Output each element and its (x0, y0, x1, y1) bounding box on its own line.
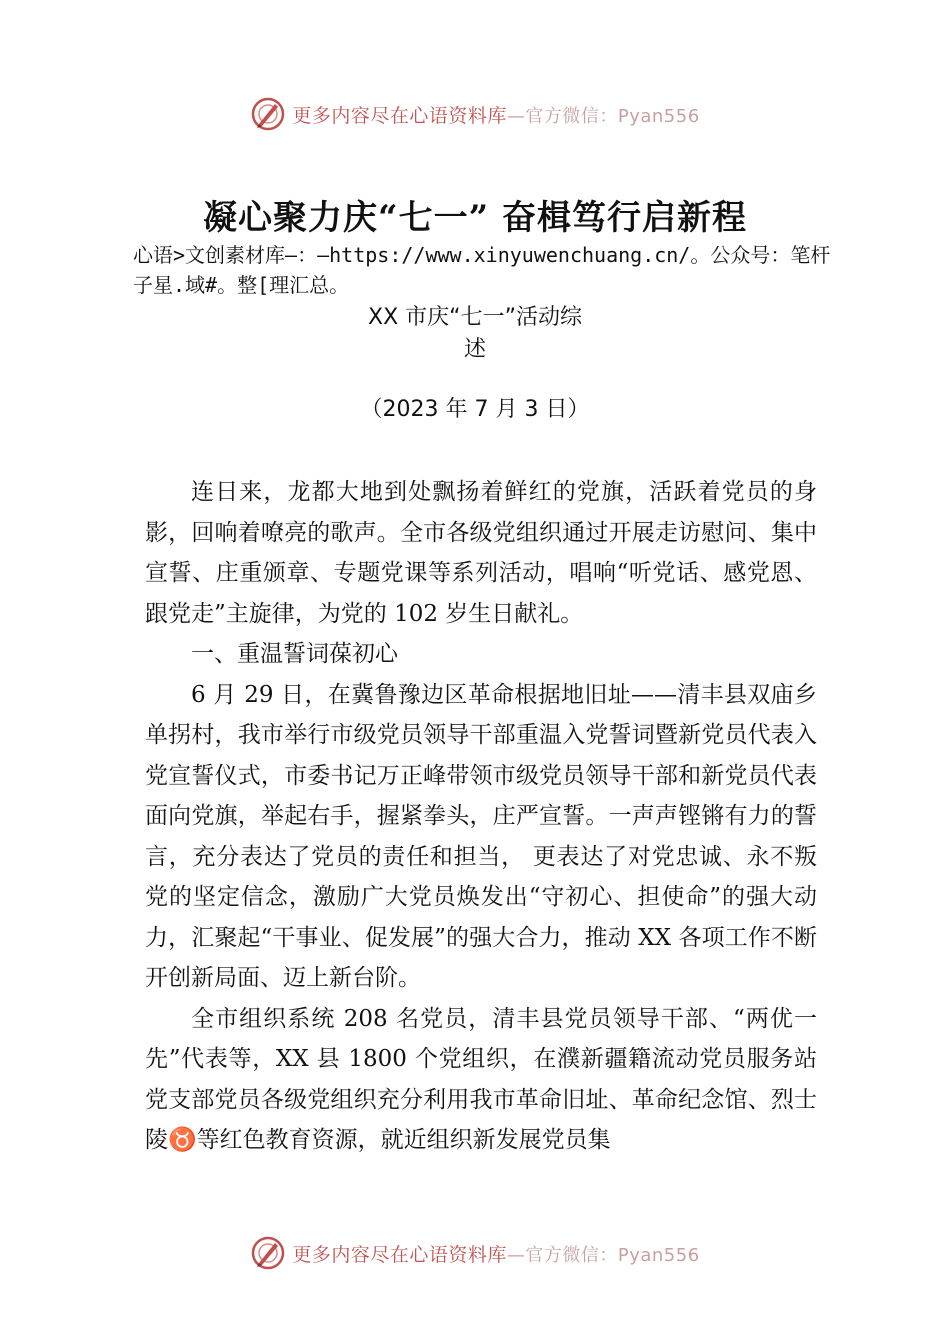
paragraph-ceremony: 6 月 29 日，在冀鲁豫边区革命根据地旧址——清丰县双庙乡单拐村，我市举行市级党员领导干部重温入党誓词暨新党员代表入党宣誓仪式，市委书记万正峰带领市级党员领导干部和新党员代表面向党旗，举起右手，握紧拳头，庄严宣誓。一声声铿锵有力的誓言，充分表达了党员的责任和担当， 更表达了对党忠诚、永不叛党的坚定信念，激励广大党员焕发出“守初心、担使命”的强大动力，汇聚起“干事业、促发展”的强大合力，推动 XX 各项工作不断开创新局面、迈上新台阶。 (145, 681, 817, 991)
watermark-text: 更多内容尽在心语资料库—官方微信：Pyan556 (292, 1243, 700, 1266)
document-title: 凝心聚力庆“七一” 奋楫笃行启新程 (203, 198, 747, 238)
paragraph-organizations: 全市组织系统 208 名党员，清丰县党员领导干部、“两优一先”代表等，XX 县 1800 个党组织，在濮新疆籍流动党员服务站党支部党员各级党组织充分利用我市革命旧址、革命纪念馆、烈士陵♉等红色教育资源，就近组织新发展党员集 (145, 1005, 817, 1153)
watermark-banner-top (0, 92, 950, 136)
subtitle-line-1: XX 市庆“七一”活动综 (368, 305, 582, 330)
paragraph-intro: 连日来，龙都大地到处飘扬着鲜红的党旗，活跃着党员的身影，回响着嘹亮的歌声。全市各级党组织通过开展走访慰问、集中宣誓、庄重颁章、专题党课等系列活动，唱响“听党话、感党恩、跟党走”主旋律，为党的 102 岁生日献礼。 (145, 479, 817, 627)
document-body (145, 472, 817, 1161)
watermark-text: 更多内容尽在心语资料库—官方微信：Pyan556 (292, 104, 700, 127)
subtitle (0, 302, 950, 366)
document-date: （2023 年 7 月 3 日） (360, 397, 590, 422)
source-line: 心语>文创素材库—：—https://www.xinyuwenchuang.cn/。公众号：笔杆子星.域#。整[理汇总。 (133, 243, 831, 297)
section-heading: 一、重温誓词葆初心 (191, 641, 398, 667)
watermark-banner-bottom (0, 1231, 950, 1275)
pen-logo-icon (250, 96, 286, 132)
pen-logo-icon (250, 1235, 286, 1271)
subtitle-line-2: 述 (463, 337, 486, 362)
